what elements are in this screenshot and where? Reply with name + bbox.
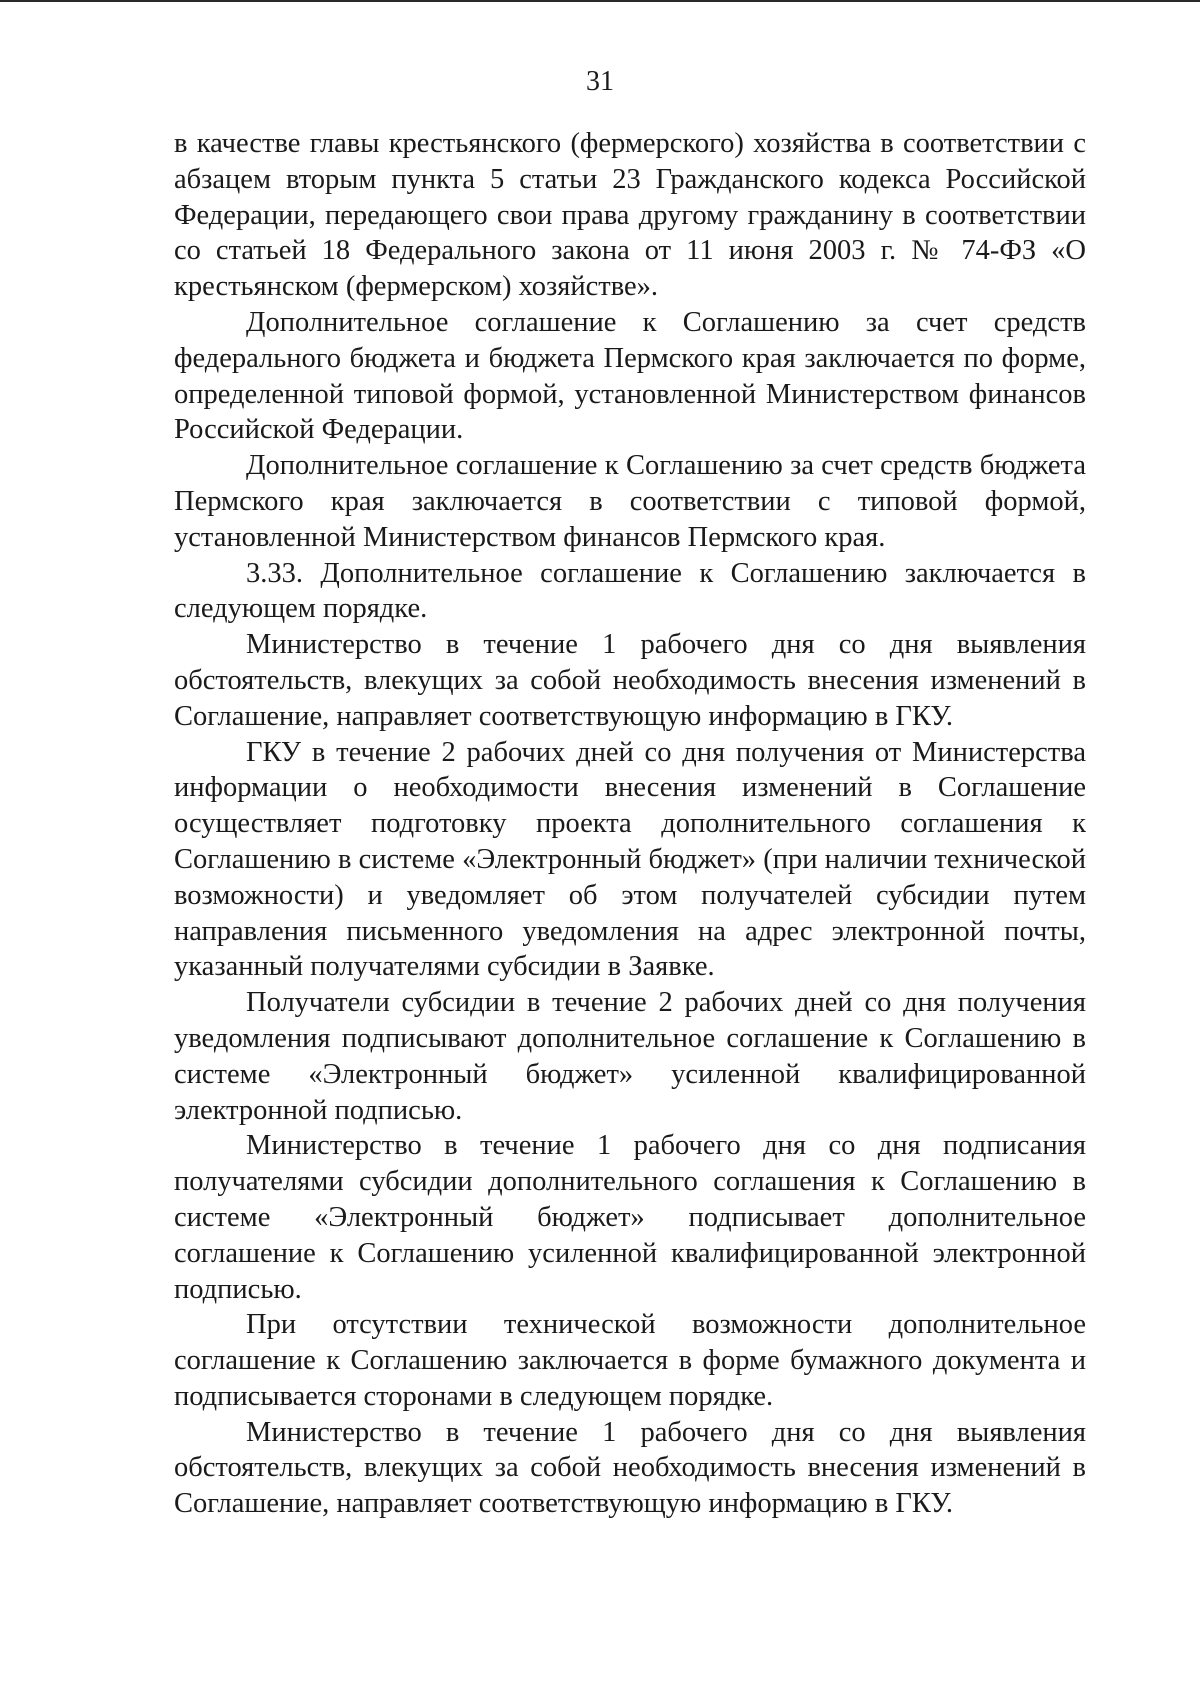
document-body	[174, 126, 1086, 1522]
paragraph-ministry-notification-paper: Министерство в течение 1 рабочего дня со дня выявления обстоятельств, влекущих за собой необходимость внесения изменений в Соглашение, направляет соответствующую информацию в ГКУ.	[174, 1416, 1086, 1520]
paragraph-regional-budget-agreement: Дополнительное соглашение к Соглашению за счет средств бюджета Пермского края заключается в соответствии с типовой формой, установленной Министерством финансов Пермского края.	[174, 450, 1086, 553]
paragraph-clause-3-33: 3.33. Дополнительное соглашение к Соглашению заключается в следующем порядке.	[174, 557, 1086, 625]
paragraph-paper-form: При отсутствии технической возможности дополнительное соглашение к Соглашению заключается в форме бумажного документа и подписывается сторонами в следующем порядке.	[174, 1309, 1086, 1412]
paragraph-gku-preparation: ГКУ в течение 2 рабочих дней со дня получения от Министерства информации о необходимости внесения изменений в Соглашение осуществляет подготовку проекта дополнительного соглашения к Соглашению в системе «Электронный бюджет» (при наличии технической возможности) и уведомляет об этом получателей субсидии путем направления письменного уведомления на адрес электронной почты, указанный получателями субсидии в Заявке.	[174, 736, 1086, 983]
paragraph-ministry-notification: Министерство в течение 1 рабочего дня со дня выявления обстоятельств, влекущих за собой необходимость внесения изменений в Соглашение, направляет соответствующую информацию в ГКУ.	[174, 629, 1086, 732]
paragraph-continuation: в качестве главы крестьянского (фермерского) хозяйства в соответствии с абзацем вторым пункта 5 статьи 23 Гражданского кодекса Российской Федерации, передающего свои права другому гражданину в соответствии со статьей 18 Федерального закона от 11 июня 2003 г. № 74-ФЗ «О крестьянском (фермерском) хозяйстве».	[174, 128, 1086, 303]
paragraph-ministry-signing: Министерство в течение 1 рабочего дня со дня подписания получателями субсидии дополнительного соглашения к Соглашению в системе «Электронный бюджет» подписывает дополнительное соглашение к Соглашению усиленной квалифицированной электронной подписью.	[174, 1130, 1086, 1305]
paragraph-recipients-signing: Получатели субсидии в течение 2 рабочих дней со дня получения уведомления подписывают дополнительное соглашение к Соглашению в системе «Электронный бюджет» усиленной квалифицированной электронной подписью.	[174, 987, 1086, 1126]
paragraph-federal-budget-agreement: Дополнительное соглашение к Соглашению за счет средств федерального бюджета и бюджета Пермского края заключается по форме, определенной типовой формой, установленной Министерством финансов Российской Федерации.	[174, 306, 1086, 446]
page-number: 31	[586, 66, 614, 97]
